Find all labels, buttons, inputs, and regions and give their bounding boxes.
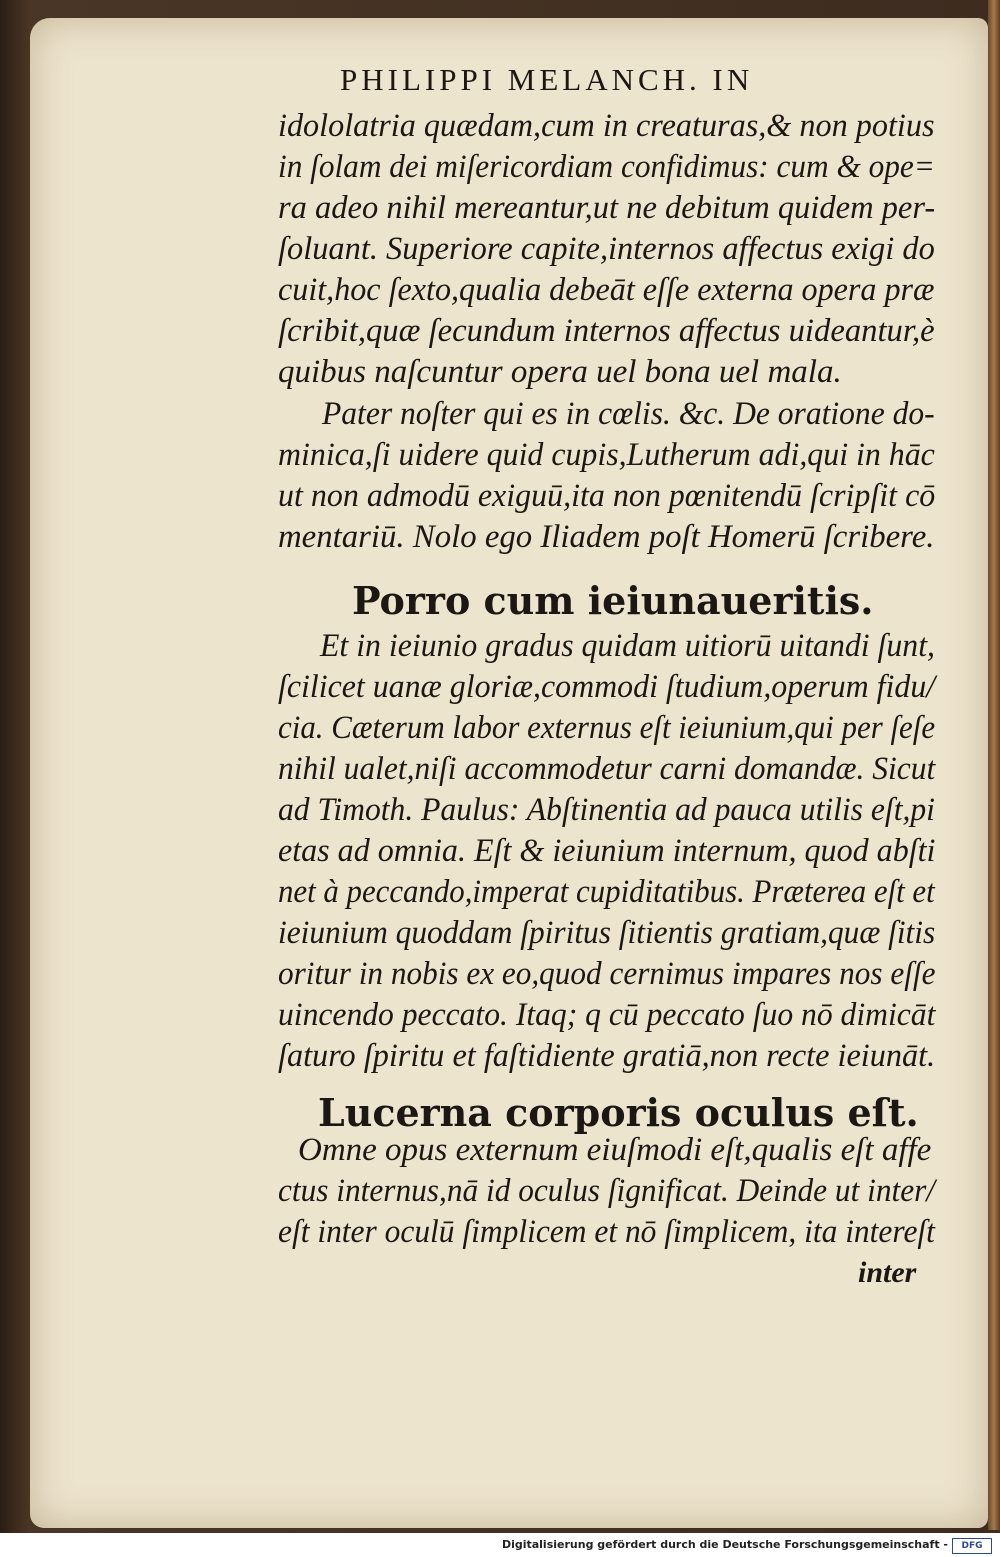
text-line: Omne opus externum eiuſmodi eſt,qualis eſt affe — [298, 1132, 932, 1168]
dfg-logo[interactable]: DFG — [952, 1538, 992, 1554]
text-line: ſcribit,quæ ſecundum internos affectus uideantur,è — [278, 313, 935, 349]
text-line: minica,ſi uidere quid cupis,Lutherum adi,qui in hāc — [278, 437, 935, 473]
text-line: cuit,hoc ſexto,qualia debeāt eſſe externa opera præ — [278, 272, 935, 308]
text-line: net à peccando,imperat cupiditatibus. Præterea eſt et — [278, 874, 935, 910]
text-line: ra adeo nihil mereantur,ut ne debitum quidem per- — [278, 190, 936, 226]
text-line: ſaturo ſpiritu et faſtidiente gratiā,non recte ieiunāt. — [278, 1038, 936, 1074]
text-line: ctus internus,nā id oculus ſignificat. Deinde ut inter/ — [278, 1173, 936, 1209]
text-line: ieiunium quoddam ſpiritus ſitientis gratiam,quæ ſitis — [278, 915, 936, 951]
text-line: uincendo peccato. Itaq; q cū peccato ſuo nō dimicāt — [278, 997, 936, 1033]
section-heading: Lucerna corporis oculus eſt. — [318, 1090, 919, 1135]
book-edge — [988, 0, 1000, 1530]
text-line: cia. Cæterum labor externus eſt ieiunium,qui per ſeſe — [278, 710, 936, 746]
text-line: eſt inter oculū ſimplicem et nō ſimplicem, ita intereſt — [278, 1214, 935, 1250]
running-head: PHILIPPI MELANCH. IN — [340, 62, 754, 97]
section-heading: Porro cum ieiunaueritis. — [352, 578, 874, 623]
text-line: mentariū. Nolo ego Iliadem poſt Homerū ſcribere. — [278, 519, 935, 555]
text-line: etas ad omnia. Eſt & ieiunium internum, quod abſti — [278, 833, 936, 869]
text-line: nihil ualet,niſi accommodetur carni domandæ. Sicut — [278, 751, 936, 787]
text-line: oritur in nobis ex eo,quod cernimus impares nos eſſe — [278, 956, 936, 992]
text-line: idololatria quædam,cum in creaturas,& non potius — [278, 108, 935, 144]
text-line: ſoluant. Superiore capite,internos affectus exigi do — [278, 231, 935, 267]
text-line: ſcilicet uanæ gloriæ,commodi ſtudium,operum fidu/ — [278, 669, 936, 705]
text-line: Et in ieiunio gradus quidam uitiorū uitandi ſunt, — [320, 628, 935, 664]
text-line: ad Timoth. Paulus: Abſtinentia ad pauca utilis eſt,pi — [278, 792, 935, 828]
text-line: in ſolam dei miſericordiam confidimus: cum & ope= — [278, 149, 935, 185]
text-line: ut non admodū exiguū,ita non pœnitendū ſcripſit cō — [278, 478, 936, 514]
catchword: inter — [858, 1256, 917, 1289]
text-line: Pater noſter qui es in cœlis. &c. De oratione do- — [322, 396, 935, 432]
text-line: quibus naſcuntur opera uel bona uel mala. — [278, 354, 842, 390]
footer-credit: Digitalisierung gefördert durch die Deutsche Forschungsgemeinschaft - — [501, 1538, 948, 1551]
